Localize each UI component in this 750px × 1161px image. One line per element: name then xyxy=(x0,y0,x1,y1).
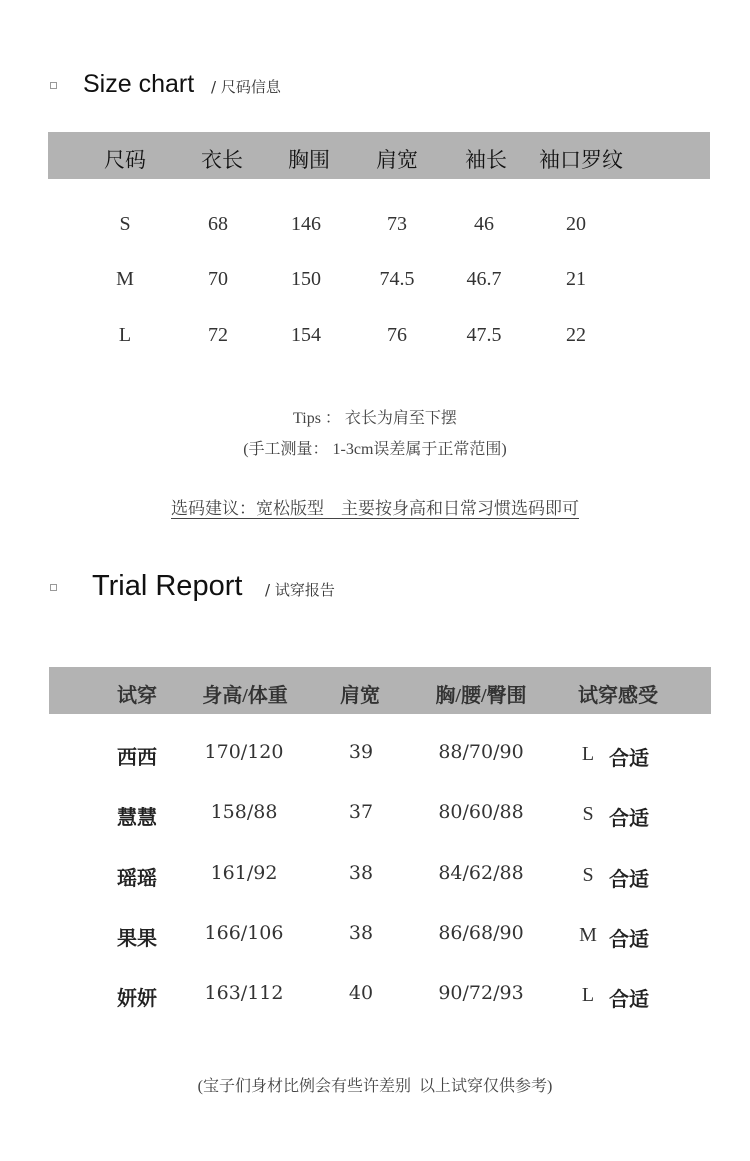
height-weight: 161/92 xyxy=(210,862,278,884)
fit-feel: 合适 xyxy=(609,748,649,770)
size-table-cell: 70 xyxy=(208,268,228,290)
bust-waist-hip: 90/72/93 xyxy=(438,982,524,1004)
size-table-cell: 21 xyxy=(566,268,586,290)
size-header-cell: 肩宽 xyxy=(376,148,418,172)
tester-name: 慧慧 xyxy=(117,807,157,829)
fit-size: S xyxy=(582,864,594,886)
size-header-cell: 胸围 xyxy=(288,148,330,172)
shoulder-width: 40 xyxy=(348,982,374,1004)
fit-feel: 合适 xyxy=(609,869,649,891)
size-chart-heading xyxy=(0,68,750,108)
trial-header-cell: 胸/腰/臀围 xyxy=(435,685,527,707)
height-weight: 170/120 xyxy=(204,741,284,763)
size-header-cell: 袖长 xyxy=(465,148,507,172)
height-weight: 158/88 xyxy=(210,801,278,823)
size-table-cell: 76 xyxy=(387,324,407,346)
size-table-cell: 146 xyxy=(291,213,321,235)
size-chart-title: Size chart xyxy=(83,70,195,98)
bust-waist-hip: 80/60/88 xyxy=(438,801,524,823)
bust-waist-hip: 88/70/90 xyxy=(438,741,524,763)
size-table-cell: 22 xyxy=(566,324,586,346)
height-weight: 166/106 xyxy=(204,922,284,944)
trial-header-cell: 试穿感受 xyxy=(578,685,658,707)
size-table-cell: 46 xyxy=(474,213,494,235)
bust-waist-hip: 84/62/88 xyxy=(438,862,524,884)
tips-line-1: Tips ： 衣长为肩至下摆 xyxy=(293,410,457,427)
fit-feel: 合适 xyxy=(609,929,649,951)
fit-feel: 合适 xyxy=(609,989,649,1011)
size-advice xyxy=(0,494,750,519)
shoulder-width: 38 xyxy=(348,922,374,944)
fit-size: S xyxy=(582,803,594,825)
fit-size: L xyxy=(581,743,595,765)
size-table-cell: 46.7 xyxy=(466,268,502,290)
trial-report-heading xyxy=(0,568,750,608)
size-table-cell: 154 xyxy=(291,324,321,346)
trial-report-title: Trial Report xyxy=(92,570,243,602)
trial-header-cell: 肩宽 xyxy=(340,685,380,707)
shoulder-width: 38 xyxy=(348,862,374,884)
size-chart-subtitle: / 尺码信息 xyxy=(211,78,281,96)
trial-footnote: (宝子们身材比例会有些许差别 以上试穿仅供参考) xyxy=(197,1078,553,1095)
tester-name: 果果 xyxy=(117,928,157,950)
fit-size: L xyxy=(581,984,595,1006)
bust-waist-hip: 86/68/90 xyxy=(438,922,524,944)
trial-report-subtitle: / 试穿报告 xyxy=(265,581,335,599)
trial-header-cell: 身高/体重 xyxy=(202,685,288,707)
height-weight: 163/112 xyxy=(204,982,284,1004)
size-table-cell: L xyxy=(118,324,132,346)
size-table-cell: 20 xyxy=(566,213,586,235)
size-advice-text: 选码建议：宽松版型 主要按身高和日常习惯选码即可 xyxy=(171,499,579,518)
tester-name: 西西 xyxy=(117,747,157,769)
section-marker-icon xyxy=(50,82,57,89)
tips-line-2: (手工测量： 1-3cm误差属于正常范围) xyxy=(243,441,507,458)
size-table-cell: 73 xyxy=(387,213,407,235)
size-table-cell: 74.5 xyxy=(379,268,415,290)
fit-size: M xyxy=(579,924,597,946)
size-table-cell: M xyxy=(116,268,134,290)
size-table-cell: 150 xyxy=(291,268,321,290)
size-table-cell: 68 xyxy=(208,213,228,235)
size-header-cell: 袖口罗纹 xyxy=(539,148,623,172)
size-header-cell: 尺码 xyxy=(104,148,146,172)
size-table-cell: S xyxy=(119,213,131,235)
tester-name: 妍妍 xyxy=(117,988,157,1010)
section-marker-icon xyxy=(50,584,57,591)
size-table-cell: 47.5 xyxy=(466,324,502,346)
shoulder-width: 39 xyxy=(348,741,374,763)
shoulder-width: 37 xyxy=(348,801,374,823)
tester-name: 瑶瑶 xyxy=(117,868,157,890)
fit-feel: 合适 xyxy=(609,808,649,830)
size-table-cell: 72 xyxy=(208,324,228,346)
trial-header-cell: 试穿 xyxy=(117,685,157,707)
size-header-cell: 衣长 xyxy=(201,148,243,172)
